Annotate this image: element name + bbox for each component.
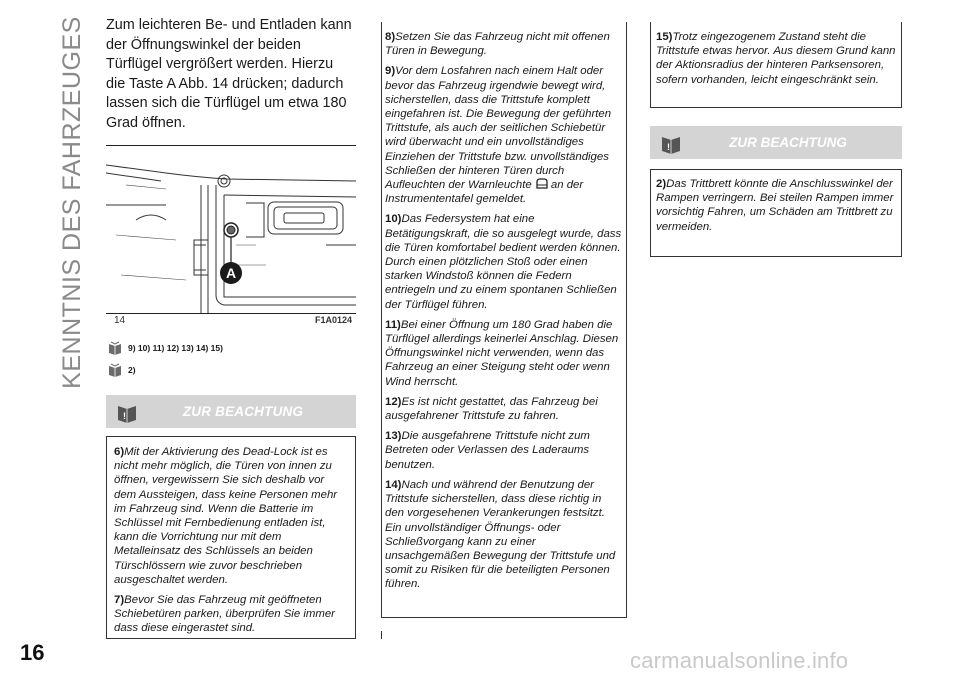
warning-title-text: ZUR BEACHTUNG [182,404,304,419]
warning-book-icon [116,401,138,423]
note-15: 15)Trotz eingezogenem Zustand steht die Trittstufe etwas hervor. Aus diesem Grund kann der Aktionsradius der hinteren Parksensoren, sofern vorhanden, leicht eingeschränkt sein. [656,31,896,86]
callout-a: A [225,265,237,281]
note-refs [108,341,223,355]
door-warning-light-icon [535,178,549,189]
note-10: 10)Das Federsystem hat eine Betätigungskraft, die so ausgelegt wurde, dass die Türen komfortabel bedient werden können. Durch einen plötzlichen Stoß oder einen starken Windstoß können die Federn entriegeln und zu einem spontanen Schließen der Türflügel führen. [385,213,622,311]
watermark: carmanualsonline.info [630,648,849,673]
warning-box-content [106,436,356,639]
note-13: 13)Die ausgefahrene Trittstufe nicht zum Betreten oder Verlassen des Laderaums benutzen. [385,430,590,471]
warning-book-icon [660,132,682,154]
warning-box-content-2 [650,169,902,257]
figure-14 [106,145,356,327]
note-11: 11)Bei einer Öffnung um 180 Grad haben die Türflügel allerdings keinerlei Anschlag. Diesen Öffnungswinkel nicht verwenden, wenn das Fahrzeug an einer Steigung steht oder wenn Wind herrscht. [385,318,619,388]
note-refs-text: 9) 10) 11) 12) 13) 14) 15) [128,343,223,353]
warning-box-title-2 [650,126,902,159]
book-icon [108,363,122,377]
door-mechanism-illustration [106,145,356,313]
book-icon [108,341,122,355]
warning-box-title [106,395,356,428]
note-12: 12)Es ist nicht gestattet, das Fahrzeug bei ausgefahrener Trittstufe zu fahren. [385,395,598,423]
column-2-notes [381,22,627,618]
column-2-bottom-rule [381,631,382,639]
warning-refs-text: 2) [128,365,136,375]
note-8: 8)Setzen Sie das Fahrzeug nicht mit offenen Türen in Bewegung. [385,31,610,58]
warning-refs [108,363,136,377]
svg-text:!: ! [123,410,126,421]
svg-text:!: ! [667,141,670,152]
page-number: 16 [20,640,45,665]
note-14: 14)Nach und während der Benutzung der Trittstufe sicherstellen, dass diese richtig in den vorgesehenen Verankerungen festsitzt. Ein unvollständiger Öffnungs- oder Schließvorgang kann zu einer unsachgemäßen Bewegung der Trittstufe und somit zu Risiken für die beteiligten Personen führen. [385,478,616,591]
warning-title-text-2: ZUR BEACHTUNG [729,135,847,150]
figure-number: 14 [114,315,126,326]
note-7: 7)Bevor Sie das Fahrzeug mit geöffneten Schiebetüren parken, überprüfen Sie immer dass diese eingerastet sind. [114,594,335,635]
column-3-notes [650,22,902,108]
intro-text: Zum leichteren Be- und Entladen kann der Öffnungswinkel der beiden Türflügel vergrößert werden. Hierzu die Taste A Abb. 14 drücken; dadurch lassen sich die Türflügel um etwa 180 Grad öffnen. [106,17,352,131]
section-title: KENNTNIS DES FAHRZEUGES [57,16,86,389]
note-9: 9)Vor dem Losfahren nach einem Halt oder bevor das Fahrzeug irgendwie bewegt wird, sicherstellen, dass die Trittstufe komplett eingefahren ist. Die Bewegung der geführten Trittstufe, als auch der seitlichen Schiebetür wird überwacht und ein unvollständiges Einziehen der Trittstufe bzw. unvollständiges Schließen der hinteren Türen durch Aufleuchten der Warnleuchte an der Instrumententafel gemeldet. [385,65,612,206]
note-6: 6)Mit der Aktivierung des Dead-Lock ist es nicht mehr möglich, die Türen von innen zu öffnen, vergewissern Sie sich deshalb vor dem Aussteigen, dass keine Personen mehr im Fahrzeug sind. Wenn die Batterie im Schlüssel mit Fernbedienung entladen ist, kann die Vorrichtung nur mit dem Metalleinsatz des Schlüssels an beiden Türschlössern wie zuvor beschrieben ausgeschaltet werden. [114,446,338,586]
figure-bottom-rule [106,313,356,314]
figure-code: F1A0124 [314,315,352,325]
warning-2: 2)Das Trittbrett könnte die Anschlusswinkel der Rampen verringern. Bei steilen Rampen immer vorsichtig Fahren, um Schäden am Trittbrett zu vermeiden. [656,178,894,233]
